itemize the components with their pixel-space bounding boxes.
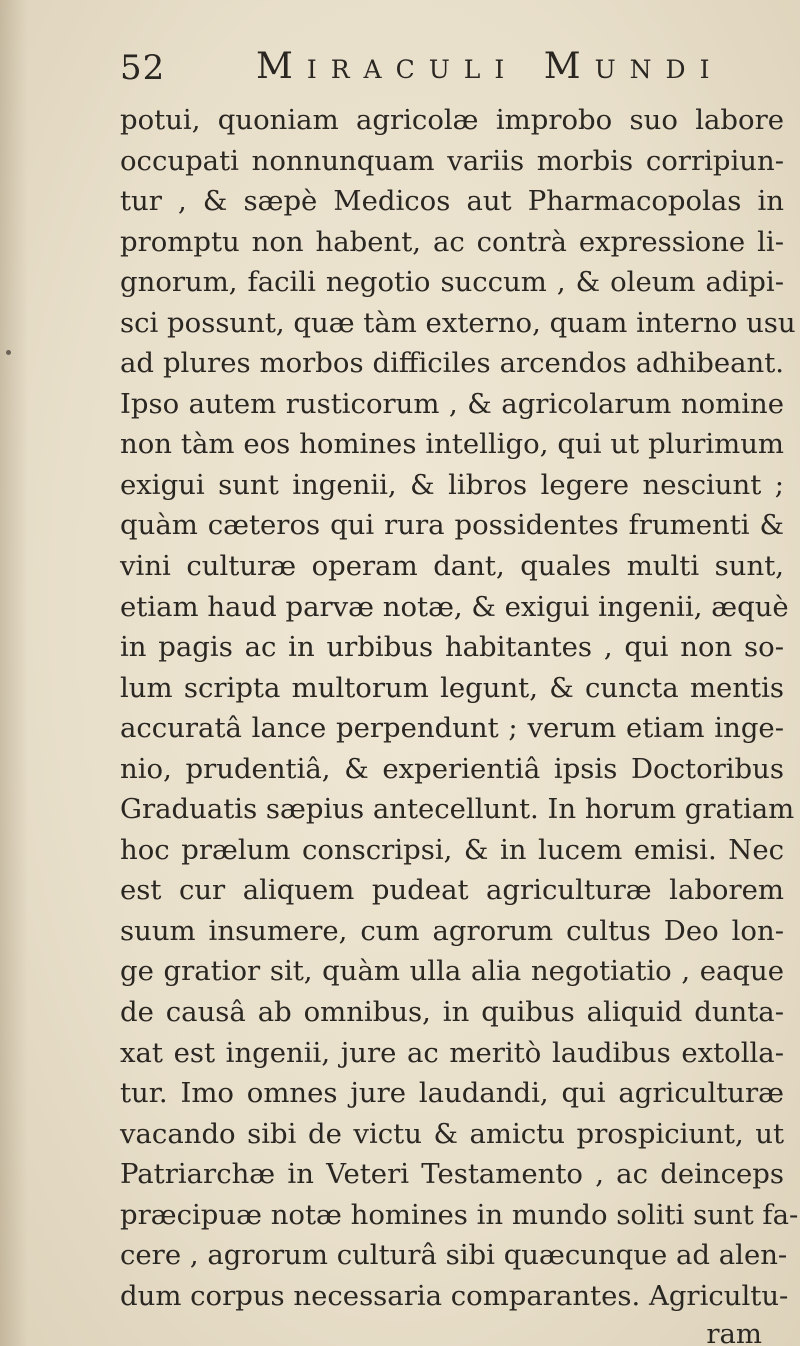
text-line: exigui sunt ingenii, & libros legere nesciunt ; bbox=[120, 468, 784, 501]
text-line: cere , agrorum culturâ sibi quæcunque ad alen- bbox=[120, 1239, 788, 1272]
text-line: occupati nonnunquam variis morbis corripiun- bbox=[120, 144, 784, 177]
margin-dot bbox=[6, 350, 11, 355]
text-line: dum corpus necessaria comparantes. Agricultu- bbox=[120, 1279, 789, 1312]
text-line: est cur aliquem pudeat agriculturæ laborem bbox=[120, 874, 784, 907]
text-line: nio, prudentiâ, & experientiâ ipsis Doctoribus bbox=[120, 752, 784, 785]
text-line: Graduatis sæpius antecellunt. In horum gratiam bbox=[120, 793, 795, 826]
text-line: Patriarchæ in Veteri Testamento , ac deinceps bbox=[120, 1158, 784, 1191]
text-line: etiam haud parvæ notæ, & exigui ingenii, æquè bbox=[120, 590, 789, 623]
text-line: quàm cæteros qui rura possidentes frumenti & bbox=[120, 509, 784, 542]
text-line: de causâ ab omnibus, in quibus aliquid dunta- bbox=[120, 996, 784, 1029]
text-line: suum insumere, cum agrorum cultus Deo lon- bbox=[120, 914, 784, 947]
page-number: 52 bbox=[120, 48, 166, 88]
gutter-shadow bbox=[0, 0, 28, 1346]
running-head: Miraculi Mundi bbox=[256, 46, 724, 87]
text-line: sci possunt, quæ tàm externo, quam interno usu bbox=[120, 306, 796, 339]
page-header bbox=[120, 42, 740, 98]
text-line: hoc prælum conscripsi, & in lucem emisi. Nec bbox=[120, 833, 784, 866]
text-line: Ipso autem rusticorum , & agricolarum nomine bbox=[120, 387, 784, 420]
body-text bbox=[120, 100, 799, 1316]
text-line: vini culturæ operam dant, quales multi sunt, bbox=[120, 550, 784, 583]
text-line: gnorum, facili negotio succum , & oleum adipi- bbox=[120, 266, 784, 299]
text-line: ge gratior sit, quàm ulla alia negotiatio , eaque bbox=[120, 955, 784, 988]
text-line: potui, quoniam agricolæ improbo suo labore bbox=[120, 104, 784, 136]
text-line: accuratâ lance perpendunt ; verum etiam inge- bbox=[120, 712, 784, 745]
text-line: tur , & sæpè Medicos aut Pharmacopolas in bbox=[120, 185, 784, 218]
text-line: præcipuæ notæ homines in mundo soliti sunt fa- bbox=[120, 1198, 799, 1231]
text-line: tur. Imo omnes jure laudandi, qui agriculturæ bbox=[120, 1077, 784, 1110]
text-line: vacando sibi de victu & amictu prospiciunt, ut bbox=[120, 1117, 784, 1150]
text-line: lum scripta multorum legunt, & cuncta mentis bbox=[120, 671, 784, 704]
text-line: promptu non habent, ac contrà expressione li- bbox=[120, 225, 784, 258]
text-line: in pagis ac in urbibus habitantes , qui non so- bbox=[120, 631, 784, 664]
catchword: ram bbox=[706, 1318, 762, 1346]
text-line: non tàm eos homines intelligo, qui ut plurimum bbox=[120, 428, 784, 461]
text-line: ad plures morbos difficiles arcendos adhibeant. bbox=[120, 347, 784, 380]
text-line: xat est ingenii, jure ac meritò laudibus extolla- bbox=[120, 1036, 784, 1069]
